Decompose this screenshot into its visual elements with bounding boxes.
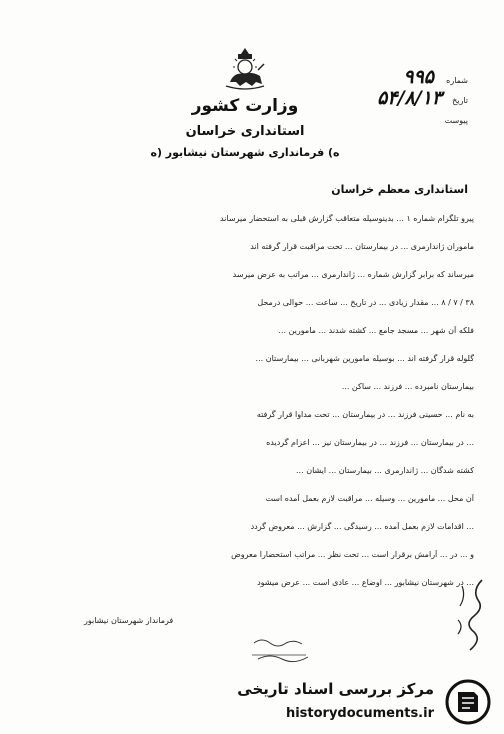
letter-meta — [318, 66, 468, 130]
body-line: گلوله قرار گرفته اند ... بوسیله مامورین شهربانی ... بیمارستان ... — [255, 354, 474, 363]
body-line: ... اقدامات لازم بعمل آمده ... رسیدگی ... گزارش ... معروض گردد — [250, 522, 474, 531]
date-value: ۵۴/۸/۱۳ — [377, 87, 442, 109]
document-center-logo-icon — [444, 678, 492, 726]
body-line: فلکه آن شهر ... مسجد جامع ... کشته شدند ... مامورین ... — [278, 326, 474, 335]
body-line: کشته شدگان ... ژاندارمری ... بیمارستان ... ایشان ... — [296, 466, 474, 475]
ministry-title: وزارت کشور — [191, 96, 299, 116]
handwritten-signature-icon — [248, 635, 318, 663]
body-line: ماموران ژاندارمری ... در بیمارستان ... تحت مراقبت قرار گرفته اند — [250, 242, 474, 251]
watermark-title: مرکز بررسی اسناد تاریخی — [237, 680, 434, 698]
province-title: استانداری خراسان — [185, 124, 305, 139]
watermark — [218, 676, 498, 728]
margin-handwritten-note-icon — [452, 576, 492, 656]
body-line: و ... در ... آرامش برقرار است ... تحت نظر ... مراتب استحضاراً معروض — [231, 550, 474, 559]
salutation: استانداری معظم خراسان — [331, 183, 468, 196]
body-line: ... در بیمارستان ... فرزند ... در بیمارستان نیز ... اعزام گردیده — [266, 438, 474, 447]
office-title: ه) فرمانداری شهرستان نیشابور (ه — [150, 146, 340, 159]
body-line: به نام ... حسینی فرزند ... در بیمارستان ... تحت مداوا قرار گرفته — [256, 410, 474, 419]
body-line: ۳۸ / ۷ / ۸ ... مقدار زیادی ... در تاریخ ... ساعت ... حوالی درمحل — [257, 298, 474, 307]
number-label: شماره — [446, 76, 468, 85]
body-line: آن محل ... مامورین ... وسیله ... مراقبت لازم بعمل آمده است — [265, 494, 474, 503]
number-value: ۹۹۵ — [403, 66, 434, 88]
lion-and-sun-emblem-icon — [222, 46, 268, 90]
body-line: ... در شهرستان نیشابور ... اوضاع ... عادی است ... عرض میشود — [257, 578, 474, 587]
watermark-url: historydocuments.ir — [285, 706, 434, 721]
body-line: میرساند که برابر گزارش شماره ... ژاندارمری ... مراتب به عرض میرسد — [232, 270, 474, 279]
date-label: تاریخ — [452, 96, 468, 105]
body-line: پیرو تلگرام شماره ۱ ... بدینوسیله متعاقب گزارش قبلی به استحضار میرساند — [219, 214, 474, 223]
body-line: بیمارستان نامبرده ... فرزند ... ساکن ... — [341, 382, 474, 391]
governor-signature-line: فرماندار شهرستان نیشابور — [84, 616, 174, 625]
letter-body — [34, 214, 474, 606]
attachment-label: پیوست — [444, 116, 468, 125]
